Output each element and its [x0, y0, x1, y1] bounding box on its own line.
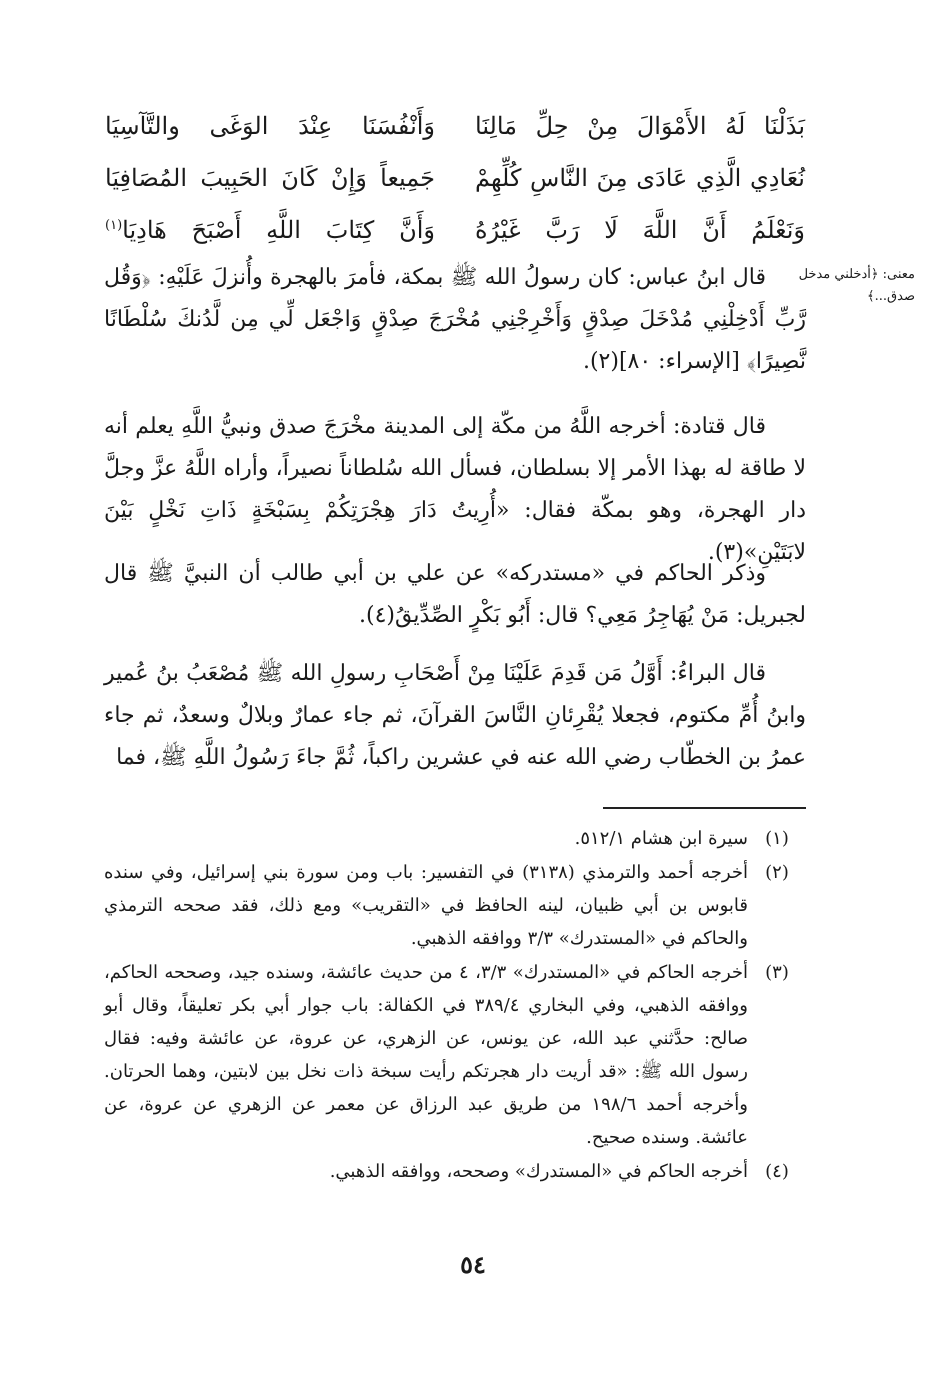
paragraph-qatada: قال قتادة: أخرجه اللَّهُ من مكّة إلى المدينة مخْرَجَ صدق ونبيُّ اللَّهِ يعلم أنه لا طاقة له بهذا الأمر إلا بسلطان، فسأل الله سُلطاناً نصيراً، وأراه اللَّهُ عزَّ وجلَّ دار الهجرة، وهو بمكّة فقال: «أُرِيتُ دَارَ هِجْرَتِكُمْ بِسَبْخَةٍ ذَاتِ نَخْلٍ بَيْنَ لابَتَيْنِ»(٣).: [104, 414, 806, 565]
footnote: [104, 856, 806, 955]
page-number: ٥٤: [460, 1250, 486, 1279]
footnote-text: أخرجه أحمد والترمذي (٣١٣٨) في التفسير: باب ومن سورة بني إسرائيل، وفي سنده قابوس بن أبي ظبيان، لينه الحافظ في «التقريب» ومع ذلك، فقد صححه الترمذي والحاكم في «المستدرك» ٣/٣ ووافقه الذهبي.: [104, 862, 748, 949]
poem-hemistich-second: وَأَنْفُسَنَا عِنْدَ الوَغَى والتَّآسِيَا: [105, 112, 435, 140]
footnote: [104, 956, 806, 1154]
paragraph-baraa: قال البراءُ: أَوَّلُ مَن قَدِمَ عَلَيْنَا مِنْ أَصْحَابِ رسولِ الله ﷺ مُصْعَبُ بنُ عُمير وابنُ أُمِّ مكتوم، فجعلا يُقْرِئانِ النَّاسَ القرآنَ، ثم جاء عمارٌ وبلالٌ وسعدٌ، ثم جاء عمرُ بن الخطّاب رضي الله عنه في عشرين راكباً، ثُمَّ جاءَ رَسُولُ اللَّهِ ﷺ، فما: [104, 661, 806, 770]
footnote-number: (٤): [765, 1161, 789, 1182]
paragraph-ibn-abbas: قال ابنُ عباس: كان رسولُ الله ﷺ بمكة، فأمرَ بالهجرة وأُنزلَ عَلَيْهِ: ﴿وَقُل رَّبِّ أَدْخِلْنِي مُدْخَلَ صِدْقٍ وَأَخْرِجْنِي مُخْرَجَ صِدْقٍ وَاجْعَل لِّي مِن لَّدُنكَ سُلْطَانًا نَّصِيرًا﴾ [الإسراء: ٨٠](٢).: [104, 265, 806, 374]
paragraph-hakim: وذكر الحاكم في «مستدركه» عن علي بن أبي طالب أن النبيَّ ﷺ قال لجبريل: مَنْ يُهَاجِرُ مَعِي؟ قال: أَبُو بَكْرٍ الصِّدِّيقُ(٤).: [104, 561, 806, 628]
footnote-number: (١): [765, 828, 789, 849]
footnote-text: أخرجه الحاكم في «المستدرك» وصححه، ووافقه الذهبي.: [329, 1161, 748, 1182]
poem-hemistich-first: بَذَلْنَا لَهُ الأَمْوَالَ مِنْ حِلِّ مَالِنَا: [475, 112, 805, 140]
poem-verse: [105, 100, 805, 152]
footnote-text: سيرة ابن هشام ٥١٢/١.: [574, 828, 748, 849]
footnote-text: أخرجه الحاكم في «المستدرك» ٣/٣، ٤ من حديث عائشة، وسنده جيد، وصححه الحاكم، ووافقه الذهبي، وفي البخاري ٣٨٩/٤ في الكفالة: باب جوار أبي بكر تعليقاً، وقال أبو صالح: حدَّثني عبد الله، عن يونس، عن الزهري، عن عروة، عن عائشة وفيه: فقال رسول الله ﷺ: «قد أريت دار هجرتكم رأيت سبخة ذات نخل بين لابتين، وهما الحرتان. وأخرجه أحمد ١٩٨/٦ من طريق عبد الرزاق عن معمر عن الزهري عن عروة، عن عائشة. وسنده صحيح.: [104, 962, 748, 1148]
footnote-separator: [603, 807, 806, 809]
footnotes: [104, 822, 806, 1189]
poem-hemistich-first: وَنَعْلَمُ أَنَّ اللَّهَ لَا رَبَّ غَيْرُهُ: [475, 216, 805, 244]
footnote-number: (٣): [765, 962, 789, 983]
footnote-reference: (١): [105, 218, 123, 233]
poem-verse: [105, 204, 805, 256]
poem-hemistich-second: جَمِيعاً وَإِنْ كَانَ الحَبِيبَ المُصَافِيَا: [105, 164, 435, 192]
poem-verse: [105, 152, 805, 204]
footnote: [104, 1155, 806, 1188]
poem: [105, 100, 805, 256]
footnote-number: (٢): [765, 862, 789, 883]
footnote: [104, 822, 806, 855]
poem-hemistich-first: نُعَادِي الَّذِي عَادَى مِنَ النَّاسِ كُلِّهِمْ: [475, 164, 805, 192]
margin-note: معنى: ﴿أدخلني مدخل صدق...﴾: [798, 267, 915, 304]
poem-hemistich-second: [105, 216, 435, 244]
poem-hemistich-second-text: وَأَنَّ كِتَابَ اللَّهِ أَصْبَحَ هَادِيَا: [122, 216, 435, 244]
